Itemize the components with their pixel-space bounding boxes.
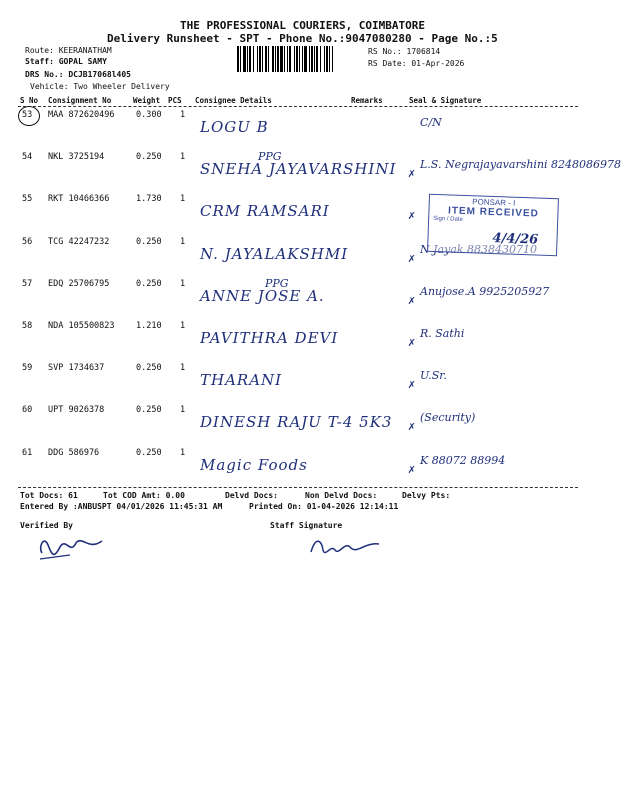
verified-by-label: Verified By [20, 521, 73, 530]
entered-by: Entered By :ANBUSPT 04/01/2026 11:45:31 AM [20, 502, 223, 511]
row-consignee-handwriting: SNEHA JAYAVARSHINI [200, 160, 397, 179]
route-label: Route: KEERANATHAM [25, 46, 112, 55]
remarks-tick-mark: ✗ [408, 419, 416, 434]
col-pcs: PCS [168, 96, 182, 105]
row-sno: 53 [22, 110, 33, 120]
row-seal-handwriting: (Security) [420, 411, 476, 425]
non-delivered-docs: Non Delvd Docs: [305, 491, 378, 500]
row-sno: 56 [22, 236, 33, 247]
remarks-tick-mark: ✗ [408, 377, 416, 392]
row-sno: 57 [22, 278, 33, 289]
row-weight: 0.250 [136, 363, 162, 374]
item-received-stamp [427, 194, 559, 257]
row-consignee-handwriting: ANNE JOSE A. [200, 286, 325, 305]
row-weight: 0.250 [136, 278, 162, 289]
remarks-tick-mark: ✗ [408, 335, 416, 349]
row-consignment-no: RKT 10466366 [48, 194, 110, 205]
col-remarks: Remarks [351, 96, 383, 105]
row-sno: 54 [22, 152, 33, 163]
remarks-tick-mark: ✗ [408, 461, 416, 476]
row-pcs: 1 [180, 363, 186, 374]
row-pcs: 1 [180, 321, 186, 331]
row-consignment-no: DDG 586976 [48, 447, 100, 458]
drs-label: DRS No.: DCJB17068l405 [25, 70, 131, 79]
col-consignment: Consignment No [48, 96, 112, 105]
stamp-line3: Sign / Date [433, 215, 463, 223]
row-consignee-handwriting: CRM RAMSARI [200, 202, 330, 221]
remarks-tick-mark: ✗ [408, 166, 416, 181]
row-consignee-handwriting: PAVITHRA DEVI [200, 329, 339, 347]
row-consignment-no: UPT 9026378 [48, 405, 105, 416]
row-consignee-handwriting: DINESH RAJU T-4 5K3 [200, 413, 393, 432]
row-weight: 0.250 [136, 236, 162, 247]
total-cod: Tot COD Amt: 0.00 [103, 491, 185, 500]
col-seal: Seal & Signature [409, 96, 482, 105]
row-sno: 55 [22, 194, 33, 205]
staff-signature-label: Staff Signature [270, 521, 343, 530]
barcode [237, 46, 335, 72]
row-weight: 1.730 [136, 194, 162, 205]
row-seal-handwriting: K 88072 88994 [420, 453, 506, 467]
row-consignment-no: MAA 872620496 [48, 110, 115, 120]
vehicle-label: Vehicle: Two Wheeler Delivery [30, 82, 170, 91]
ppg-mark: PPG [258, 150, 282, 163]
delivered-docs: Delvd Docs: [225, 491, 278, 500]
row-sno: 59 [22, 363, 33, 374]
row-pcs: 1 [180, 110, 186, 120]
runsheet-subtitle: Delivery Runsheet - SPT - Phone No.:9047080280 - Page No.:5 [107, 32, 498, 45]
row-weight: 0.250 [136, 152, 162, 163]
row-pcs: 1 [180, 405, 186, 416]
row-weight: 0.250 [136, 447, 162, 458]
col-sno: S No [20, 96, 39, 105]
stamp-line1: PONSAR - I [472, 197, 516, 208]
row-consignee-handwriting: Magic Foods [200, 455, 308, 474]
row-sno: 61 [22, 447, 33, 458]
row-consignment-no: TCG 42247232 [48, 236, 110, 247]
col-weight: Weight [133, 96, 161, 105]
remarks-tick-mark: ✗ [408, 292, 416, 307]
row-consignment-no: NKL 3725194 [48, 152, 105, 163]
row-sno: 58 [22, 321, 33, 331]
row-consignment-no: SVP 1734637 [48, 363, 105, 374]
row-seal-handwriting: Anujose.A 9925205927 [420, 284, 550, 298]
row-seal-handwriting: N Jayak 8838430710 [420, 242, 538, 256]
row-weight: 0.250 [136, 405, 162, 416]
row-seal-handwriting: R. Sathi [420, 327, 465, 340]
verified-signature [30, 525, 110, 565]
col-consignee: Consignee Details [195, 96, 272, 105]
row-sno: 60 [22, 405, 33, 416]
rs-number: RS No.: 1706814 [368, 47, 441, 56]
row-pcs: 1 [180, 236, 186, 247]
row-weight: 1.210 [136, 321, 162, 331]
total-docs: Tot Docs: 61 [20, 491, 78, 500]
stamp-line2: ITEM RECEIVED [447, 205, 539, 220]
delivery-points: Delvy Pts: [402, 491, 451, 500]
row-consignment-no: NDA 105500823 [48, 321, 115, 331]
stamp-date: 4/4/26 [492, 230, 539, 248]
row-consignee-handwriting: THARANI [200, 371, 283, 390]
row-seal-handwriting: L.S. Negrajayavarshini 8248086978 [420, 158, 621, 172]
row-pcs: 1 [180, 278, 186, 289]
barcode-bar [333, 46, 335, 72]
row-seal-handwriting: U.Sr. [420, 369, 447, 383]
row-weight: 0.300 [136, 110, 162, 120]
printed-on: Printed On: 01-04-2026 12:14:11 [249, 502, 399, 511]
row-pcs: 1 [180, 194, 186, 205]
rs-date: RS Date: 01-Apr-2026 [368, 59, 465, 68]
row-pcs: 1 [180, 447, 186, 458]
staff-label: Staff: GOPAL SAMY [25, 57, 107, 66]
row-consignee-handwriting: N. JAYALAKSHMI [200, 244, 349, 263]
row-consignment-no: EDQ 25706795 [48, 278, 110, 289]
remarks-tick-mark: ✗ [408, 250, 416, 265]
row-consignee-handwriting: LOGU B [200, 118, 269, 136]
header-divider [18, 106, 578, 107]
row-seal-handwriting: C/N [420, 116, 442, 129]
ppg-mark: PPG [265, 277, 289, 290]
company-title: THE PROFESSIONAL COURIERS, COIMBATORE [180, 19, 426, 32]
footer-divider [18, 487, 578, 488]
remarks-tick-mark: ✗ [408, 208, 416, 223]
staff-signature [305, 532, 395, 562]
row-pcs: 1 [180, 152, 186, 163]
